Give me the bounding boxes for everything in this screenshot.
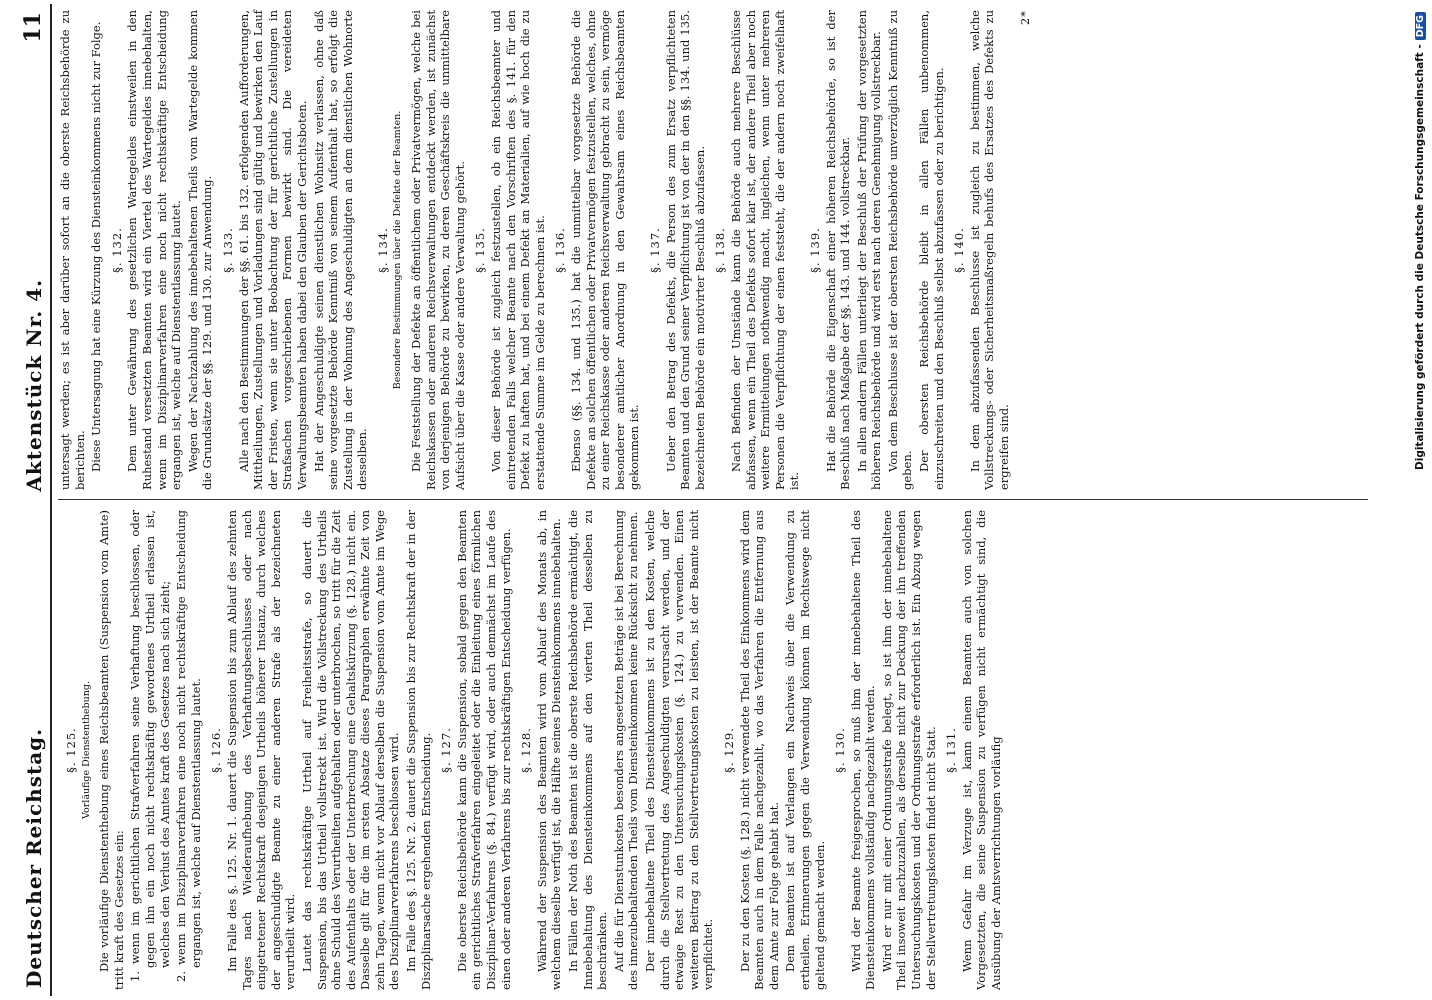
- section-heading: §. 133.: [220, 227, 235, 273]
- section-heading: §. 125.: [64, 727, 78, 773]
- paragraph: Diese Untersagung hat eine Kürzung des Diensteinkommens nicht zur Folge.: [89, 21, 104, 472]
- section-heading: §. 128.: [519, 727, 534, 773]
- paragraph: In dem abzufassenden Beschlusse ist zugleich zu bestimmen, welche Vollstreckungs- oder Sicherheitsmaßregeln behufs des Ersatzes des Defekts zu ergreifen sind.: [967, 10, 1012, 490]
- paragraph: Die oberste Reichsbehörde kann die Suspension, sobald gegen den Beamten ein gerichtliches Strafverfahren eingeleitet oder die Einleitung eines förmlichen Disziplinar-Verfahrens (§. 84.) verfügt wird, oder auch demnächst im Laufe des einen oder anderen Verfahrens bis zur rechtskräftigen Entscheidung verfügen.: [454, 510, 513, 990]
- paragraph: Wegen der Nachzahlung des innebehaltenen Theils vom Wartegelde kommen die Grundsätze der §§. 129. und 130. zur Anwendung.: [185, 10, 215, 490]
- paragraph: Wird der Beamte freigesprochen, so muß ihm der innebehaltene Theil des Diensteinkommens vollständig nachgezahlt werden.: [848, 510, 878, 990]
- paragraph: Ebenso (§§. 134. und 135.) hat die unmittelbar vorgesetzte Behörde die Defekte an solchen öffentlichen oder Privatvermögen festzustellen, welches, ohne zu einer Reichskasse oder anderen Reichsverwaltung gebracht zu sein, vermöge besonderer amtlicher Anordnung in den Gewahrsam eines Reichsbeamten gekommen ist.: [569, 10, 642, 490]
- funding-note: [1414, 0, 1432, 470]
- paragraph: Während der Suspension des Beamten wird vom Ablauf des Monats ab, in welchem dieselbe verfügt ist, die Hälfte seines Diensteinkommens innebehalten.: [534, 510, 564, 990]
- section-heading: §. 135.: [473, 227, 488, 273]
- numbered-clause: 1. wenn im gerichtlichen Strafverfahren seine Verhaftung beschlossen, oder gegen ihn ein noch nicht rechtskräftig gewordenes Urtheil erlassen ist, welches den Verlust des Amtes kraft des Gesetzes nach sich zieht;: [128, 510, 172, 982]
- paragraph: Die Feststellung der Defekte an öffentlichem oder Privatvermögen, welche bei Reichskassen oder anderen Reichsverwaltungen entdeckt werden, ist zunächst von derjenigen Behörde zu bewirken, zu deren Geschäftskreis die unmittelbare Aufsicht über die Kasse oder andere Verwaltung gehört.: [409, 10, 467, 490]
- paragraph: Die vorläufige Dienstenthebung eines Reichsbeamten (Suspension vom Amte) tritt kraft des Gesetzes ein:: [97, 510, 126, 990]
- paragraph: Wird er nur mit einer Ordnungsstrafe belegt, so ist ihm der innebehaltene Theil insoweit nachzuzahlen, als derselbe nicht zur Deckung der ihn treffenden Untersuchungskosten und der Ordnungsstrafe erforderlich ist. Ein Abzug wegen der Stellvertretungskosten findet nicht Statt.: [879, 510, 938, 990]
- numbered-clause: 2. wenn im Disziplinarverfahren eine noch nicht rechtskräftige Entscheidung ergangen ist, welche auf Dienstentlassung lautet.: [174, 510, 203, 982]
- section-heading: §. 126.: [209, 727, 224, 773]
- section-heading: §. 137.: [647, 227, 662, 273]
- section-heading: §. 129.: [721, 727, 736, 773]
- paragraph: Dem unter Gewährung des gesetzlichen Wartegeldes einstweilen in den Ruhestand versetzten Beamten wird ein Viertel des Wartegeldes innebehalten, wenn im Disziplinarverfahren eine noch nicht rechtskräftige Entscheidung ergangen ist, welche auf Dienstentlassung lautet.: [125, 10, 184, 490]
- paragraph: Alle nach den Bestimmungen der §§. 61. bis 132. erfolgenden Aufforderungen, Mittheilungen, Zustellungen und Vorladungen sind gültig und bewirken den Lauf der Fristen, wenn sie unter Beobachtung der für gerichtliche Zustellungen in Strafsachen vorgeschriebenen Formen bewirkt sind. Die vereideten Verwaltungsbeamten haben dabei den Glauben der Gerichtsboten.: [236, 10, 309, 490]
- paragraph: In Fällen der Noth des Beamten ist die oberste Reichsbehörde ermächtigt, die Innebehaltung des Diensteinkommens auf den vierten Theil desselben zu beschränken.: [566, 510, 610, 990]
- digitization-sidebar: [1410, 0, 1432, 1000]
- funding-note-text: Digitalisierung gefördert durch die Deutsche Forschungsgemeinschaft -: [1414, 44, 1426, 470]
- header-document-number: Aktenstück Nr. 4.: [22, 278, 46, 492]
- column-divider: [58, 499, 1368, 500]
- section-subtitle: Vorläufige Dienstenthebung.: [80, 681, 92, 819]
- section-heading: §. 138.: [713, 227, 728, 273]
- section-heading: §. 140.: [952, 227, 967, 273]
- paragraph: In allen andern Fällen unterliegt der Beschluß der Prüfung der vorgesetzten höheren Reichsbehörde und wird erst nach deren Genehmigung vollstreckbar.: [854, 10, 884, 490]
- paragraph: Von dieser Behörde ist zugleich festzustellen, ob ein Reichsbeamter und eintretenden Falls welcher Beamte nach den Vorschriften des §. 141. für den Defekt zu haften hat, und bei einem Defekt an Materialien, auf wie hoch die zu erstattende Summe im Gelde zu berechnen ist.: [489, 10, 547, 490]
- paragraph: Dem Beamten ist auf Verlangen ein Nachweis über die Verwendung zu ertheilen. Erinnerungen gegen die Verwendung können im Rechtswege nicht geltend gemacht werden.: [783, 510, 827, 990]
- paragraph: Wenn Gefahr im Verzuge ist, kann einem Beamten auch von solchen Vorgesetzten, die seine Suspension zu verfügen nicht ermächtigt sind, die Ausübung der Amtsverrichtungen vorläufig: [959, 510, 1004, 990]
- page-number: 11: [20, 12, 46, 43]
- paragraph: Im Falle des §. 125. Nr. 2. dauert die Suspension bis zur Rechtskraft der in der Disziplinarsache ergehenden Entscheidung.: [404, 510, 433, 990]
- section-heading: §. 130.: [833, 727, 848, 773]
- header-left-title: Deutscher Reichstag.: [22, 727, 46, 988]
- page-header: [6, 4, 52, 996]
- paragraph: Von dem Beschlusse ist der obersten Reichsbehörde unverzüglich Kenntniß zu geben.: [885, 10, 915, 490]
- paragraph: Ueber den Betrag des Defekts, die Person des zum Ersatz verpflichteten Beamten und den Grund seiner Verpflichtung ist von der in den §§. 134. und 135. bezeichneten Behörde ein motivirter Beschluß abzufassen.: [663, 10, 707, 490]
- section-heading: §. 132.: [109, 227, 124, 273]
- paragraph: Hat die Behörde die Eigenschaft einer höheren Reichsbehörde, so ist der Beschluß nach Maßgabe der §§. 143. und 144. vollstreckbar.: [823, 10, 853, 490]
- paragraph: Der innebehaltene Theil des Diensteinkommens ist zu den Kosten, welche durch die Stellvertretung des Angeschuldigten verursacht werden, und der etwaige Rest zu den Untersuchungskosten (§. 124.) zu verwenden. Einen weiteren Beitrag zu den Stellvertretungskosten zu leisten, ist der Beamte nicht verpflichtet.: [642, 510, 716, 990]
- paragraph: Auf die für Dienstunkosten besonders angesetzten Beträge ist bei Berechnung des innezubehaltenden Theils vom Diensteinkommen keine Rücksicht zu nehmen.: [611, 510, 641, 990]
- section-heading: §. 134.: [375, 227, 390, 273]
- section-heading: §. 136.: [553, 227, 568, 273]
- paragraph: untersagt werden; es ist aber darüber sofort an die oberste Reichsbehörde zu berichten.: [58, 10, 87, 490]
- signature-mark: 2*: [1017, 10, 1032, 26]
- paragraph: Hat der Angeschuldigte seinen dienstlichen Wohnsitz verlassen, ohne daß seine vorgesetzte Behörde Kenntniß von seinem Aufenthalt hat, so erfolgt die Zustellung in der Wohnung des Angeschuldigten an dem dienstlichen Wohnorte desselben.: [311, 10, 370, 490]
- scanned-page: [6, 4, 1386, 996]
- paragraph: Lautet das rechtskräftige Urtheil auf Freiheitsstrafe, so dauert die Suspension, bis das Urtheil vollstreckt ist. Wird die Vollstreckung des Urtheils ohne Schuld des Verurtheilten aufgehalten oder unterbrochen, so tritt für die Zeit des Aufenthalts oder der Unterbrechung eine Gehaltskürzung (§. 128.) nicht ein. Dasselbe gilt für die im ersten Absatze dieses Paragraphen erwähnte Zeit von zehn Tagen, wenn nicht vor Ablauf derselben die Suspension vom Amte im Wege des Disziplinarverfahrens beschlossen wird.: [299, 510, 402, 990]
- column-right: [58, 10, 1033, 490]
- paragraph: Der obersten Reichsbehörde bleibt in allen Fällen unbenommen, einzuschreiten und den Beschluß selbst abzufassen oder zu berichtigen.: [917, 10, 946, 490]
- paragraph: Nach Befinden der Umstände kann die Behörde auch mehrere Beschlüsse abfassen, wenn ein Theil des Defekts sofort klar ist, der andere Theil aber noch weitere Ermittelungen nothwendig macht, ingleichen, wenn unter mehreren Personen die Verpflichtung der einen feststeht, die der andern noch zweifelhaft ist.: [728, 10, 802, 490]
- paragraph: Der zu den Kosten (§. 128.) nicht verwendete Theil des Einkommens wird dem Beamten auch in dem Falle nachgezahlt, wo das Verfahren die Entfernung aus dem Amte zur Folge gehabt hat.: [737, 510, 781, 990]
- section-subtitle: Besondere Bestimmungen über die Defekte der Beamten.: [392, 110, 404, 390]
- column-left: [58, 510, 1006, 990]
- section-heading: §. 139.: [807, 227, 822, 273]
- dfg-logo: DFG: [1415, 12, 1426, 40]
- section-heading: §. 131.: [944, 727, 959, 773]
- paragraph: Im Falle des §. 125. Nr. 1. dauert die Suspension bis zum Ablauf des zehnten Tages nach Wiederaufhebung des Verhaftungsbeschlusses oder nach eingetretener Rechtskraft desjenigen Urtheils höherer Instanz, durch welches der angeschuldigte Beamte zu einer anderen Strafe als der bezeichneten verurtheilt wird.: [224, 510, 298, 990]
- section-heading: §. 127.: [439, 727, 454, 773]
- text-columns: [58, 4, 1368, 996]
- rotated-page-content: [6, 4, 1386, 996]
